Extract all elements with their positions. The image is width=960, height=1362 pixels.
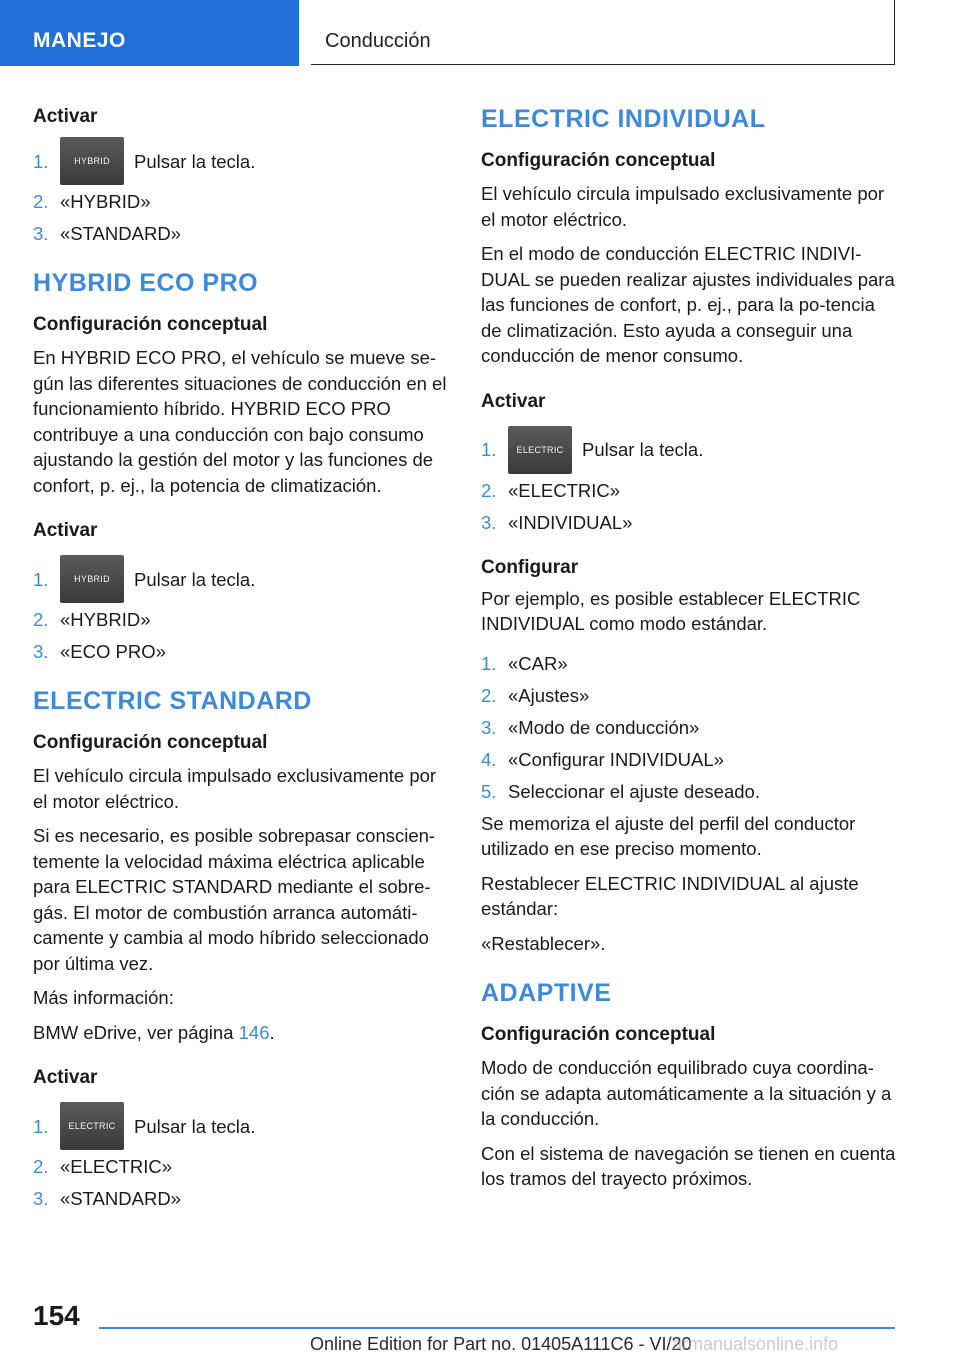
list-item: 4. «Configurar INDIVIDUAL» [481, 748, 724, 770]
hybrid-key-icon: HYBRID [60, 555, 124, 603]
section-heading: ADAPTIVE [481, 979, 612, 1007]
paragraph: Restablecer ELECTRIC INDIVIDUAL al ajuste estándar: [481, 872, 859, 919]
left-column [33, 104, 451, 1218]
edition-text: Online Edition for Part no. 01405A111C6 - VI/20 [310, 1334, 692, 1354]
list-item: 3. «STANDARD» [33, 1188, 181, 1209]
hybrid-key-icon: HYBRID [60, 137, 124, 185]
activar-steps [33, 137, 451, 246]
paragraph: Por ejemplo, es posible establecer ELECTRIC INDIVIDUAL como modo estándar. [481, 587, 861, 634]
list-item: 1. ELECTRIC Pulsar la tecla. [33, 1102, 451, 1150]
list-item: 3. «INDIVIDUAL» [481, 511, 633, 533]
activar-heading: Activar [481, 390, 546, 412]
section-label: MANEJO [33, 29, 126, 52]
paragraph: Si es necesario, es posible sobrepasar conscien‐temente la velocidad máxima eléctrica aplicable para ELECTRIC STANDARD mediante el sobre‐gás. El motor de combustión arranca automáti‐camente y cambia al modo híbrido seleccionado por última vez. [33, 825, 436, 974]
activar-heading: Activar [33, 106, 98, 127]
list-item: 2. «ELECTRIC» [33, 1156, 173, 1177]
sub-heading: Configuración conceptual [481, 1024, 716, 1045]
list-item: 3. «STANDARD» [33, 223, 181, 244]
section-heading: HYBRID ECO PRO [33, 269, 259, 297]
activar-steps [481, 426, 896, 535]
list-item: 2. «HYBRID» [33, 191, 151, 212]
list-item: 1. HYBRID Pulsar la tecla. [33, 137, 451, 185]
section-tab [0, 0, 299, 66]
list-item: 2. «ELECTRIC» [481, 479, 621, 501]
paragraph: BMW eDrive, ver página 146. [33, 1021, 275, 1043]
paragraph: Modo de conducción equilibrado cuya coordina‐ción se adapta automáticamente a la situación y a la conducción. [481, 1057, 892, 1129]
list-item: 3. «ECO PRO» [33, 641, 166, 662]
sub-heading: Configuración conceptual [33, 732, 268, 753]
paragraph: Se memoriza el ajuste del perfil del conductor utilizado en ese preciso momento. [481, 812, 856, 859]
paragraph: El vehículo circula impulsado exclusivamente por el motor eléctrico. [33, 765, 437, 812]
list-item: 2. «HYBRID» [33, 609, 151, 630]
list-item: 1. «CAR» [481, 652, 568, 674]
chapter-title: Conducción [325, 30, 431, 52]
section-heading: ELECTRIC STANDARD [33, 687, 312, 715]
chapter-header [311, 0, 895, 65]
activar-heading: Activar [33, 1067, 98, 1088]
configurar-heading: Configurar [481, 556, 579, 578]
footer-divider [99, 1327, 895, 1329]
list-item: 1. HYBRID Pulsar la tecla. [33, 555, 451, 603]
activar-steps [33, 1102, 451, 1211]
page-number: 154 [33, 1300, 80, 1331]
configurar-steps [481, 651, 896, 804]
section-heading: ELECTRIC INDIVIDUAL [481, 105, 766, 133]
list-item: 3. «Modo de conducción» [481, 716, 700, 738]
sub-heading: Configuración conceptual [33, 314, 268, 335]
page-link[interactable]: 146 [238, 1021, 270, 1043]
right-column [481, 104, 896, 1201]
watermark: armanualsonline.info [672, 1334, 839, 1354]
list-item: 5. Seleccionar el ajuste deseado. [481, 780, 760, 802]
list-item: 1. ELECTRIC Pulsar la tecla. [481, 426, 896, 474]
list-item: 2. «Ajustes» [481, 684, 590, 706]
activar-steps [33, 555, 451, 664]
electric-key-icon: ELECTRIC [60, 1102, 124, 1150]
sub-heading: Configuración conceptual [481, 150, 716, 171]
electric-key-icon: ELECTRIC [508, 426, 572, 474]
paragraph: «Restablecer». [481, 932, 606, 954]
paragraph: El vehículo circula impulsado exclusivamente por el motor eléctrico. [481, 183, 885, 230]
paragraph: En el modo de conducción ELECTRIC INDIVI‐DUAL se pueden realizar ajustes individuales para las funciones de confort, p. ej., para la po‐tencia de climatización. Esto ayuda a conseguir una conducción de menor consumo. [481, 243, 895, 366]
paragraph: Con el sistema de navegación se tienen en cuenta los tramos del trayecto próximos. [481, 1142, 896, 1189]
activar-heading: Activar [33, 520, 98, 541]
paragraph: En HYBRID ECO PRO, el vehículo se mueve se‐gún las diferentes situaciones de conducción en el funcionamiento híbrido. HYBRID ECO PRO contribuye a una conducción con bajo consumo ajustando la gestión del motor y las funciones de confort, p. ej., la potencia de climatización. [33, 347, 447, 496]
paragraph: Más información: [33, 987, 174, 1008]
